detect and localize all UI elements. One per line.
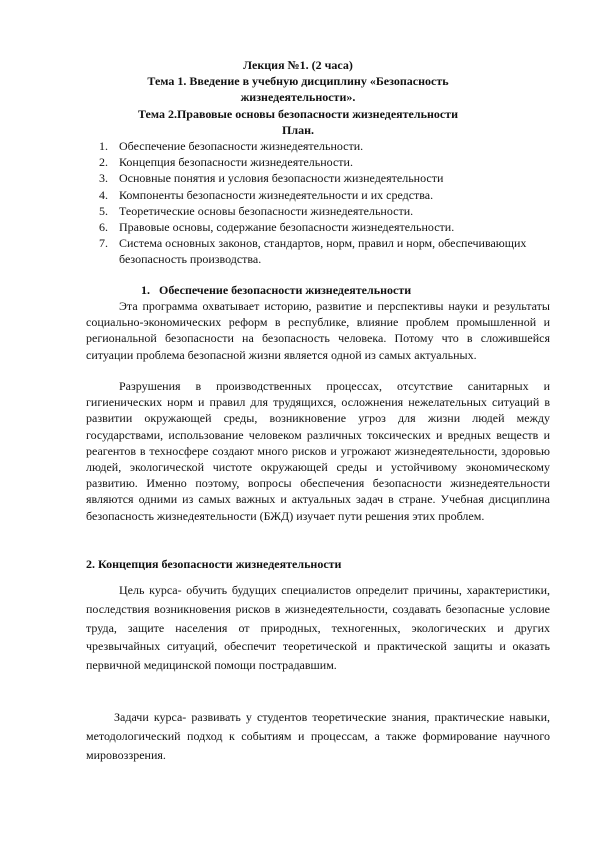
plan-item-number: 4. xyxy=(99,187,108,202)
plan-item-number: 5. xyxy=(99,203,108,218)
topic1-title-line2: жизнедеятельности». xyxy=(240,90,356,104)
plan-item-number: 3. xyxy=(99,171,108,186)
plan-item xyxy=(88,203,538,219)
section1-paragraph-2: Разрушения в производственных процессах, отсутствие санитарных и гигиенических норм и правил для трудящихся, осложнения нежелательных ситуаций в развитии окружающей среды, возникновение угроз для жизни людей между государствами, использование человеком различных токсических и вредных веществ и реагентов в техносфере создают много рисков и угрожают жизнедеятельности, здоровью людей, экологической чистоте окружающей среды и устойчивому экономическому развитию. Именно поэтому, вопросы обеспечения безопасности жизнедеятельности являются одними из самых важных и актуальных задач в стране. Учебная дисциплина безопасность жизнедеятельности (БЖД) изучает пути решения этих проблем. xyxy=(86,379,550,523)
plan-item-text: Основные понятия и условия безопасности жизнедеятельности xyxy=(119,171,444,186)
plan-item-text: Правовые основы, содержание безопасности жизнедеятельности. xyxy=(119,220,455,235)
section1-title: Обеспечение безопасности жизнедеятельности xyxy=(159,283,412,297)
lecture-title: Лекция №1. (2 часа) xyxy=(243,58,353,72)
section1-number: 1. xyxy=(141,283,150,297)
plan-item xyxy=(88,187,538,203)
section2-paragraph-2: Задачи курса- развивать у студентов теоретические знания, практические навыки, методологический подход к событиям и процессам, а также формирование научного мировоззрения. xyxy=(86,710,550,763)
section1-paragraph-1: Эта программа охватывает историю, развитие и перспективы науки и результаты социально-экономических реформ в республике, влияние проблем промышленной и региональной безопасности на безопасность человека. Потому что в сложившейся ситуации проблема безопасной жизни является одной из самых актуальных. xyxy=(86,299,550,362)
section2-heading: 2. Концепция безопасности жизнедеятельности xyxy=(86,557,342,571)
plan-item-number: 2. xyxy=(99,155,108,170)
plan-item xyxy=(88,235,538,267)
plan-list xyxy=(88,138,538,268)
plan-item-number: 1. xyxy=(99,139,108,153)
topic1-title-line1: Тема 1. Введение в учебную дисциплину «Безопасность xyxy=(147,74,449,88)
plan-item xyxy=(88,170,538,186)
plan-item-text: Теоретические основы безопасности жизнедеятельности. xyxy=(119,203,414,218)
plan-item-number: 7. xyxy=(99,236,108,251)
plan-item-text: Концепция безопасности жизнедеятельности. xyxy=(119,155,353,170)
plan-item xyxy=(88,219,538,235)
section2-paragraph-1: Цель курса- обучить будущих специалистов определит причины, характеристики, последствия возникновения рисков в жизнедеятельности, создавать безопасные условие труда, защите населения от природных, техногенных, экологических и других чрезвычайных ситуаций, обеспечит теоретической и практической защиты и оказать первичной медицинской помощи пострадавшим. xyxy=(86,583,550,673)
plan-item-text: Компоненты безопасности жизнедеятельности и их средства. xyxy=(119,187,434,202)
plan-item xyxy=(88,138,538,154)
section1-heading xyxy=(141,282,411,298)
plan-item-number: 6. xyxy=(99,220,108,235)
plan-item xyxy=(88,154,538,170)
plan-title: План. xyxy=(282,123,314,137)
plan-item-text: Обеспечение безопасности жизнедеятельности. xyxy=(119,139,364,153)
plan-item-text: Система основных законов, стандартов, норм, правил и норм, обеспечивающих безопасность производства. xyxy=(119,236,527,267)
topic2-title: Тема 2.Правовые основы безопасности жизнедеятельности xyxy=(137,107,458,121)
